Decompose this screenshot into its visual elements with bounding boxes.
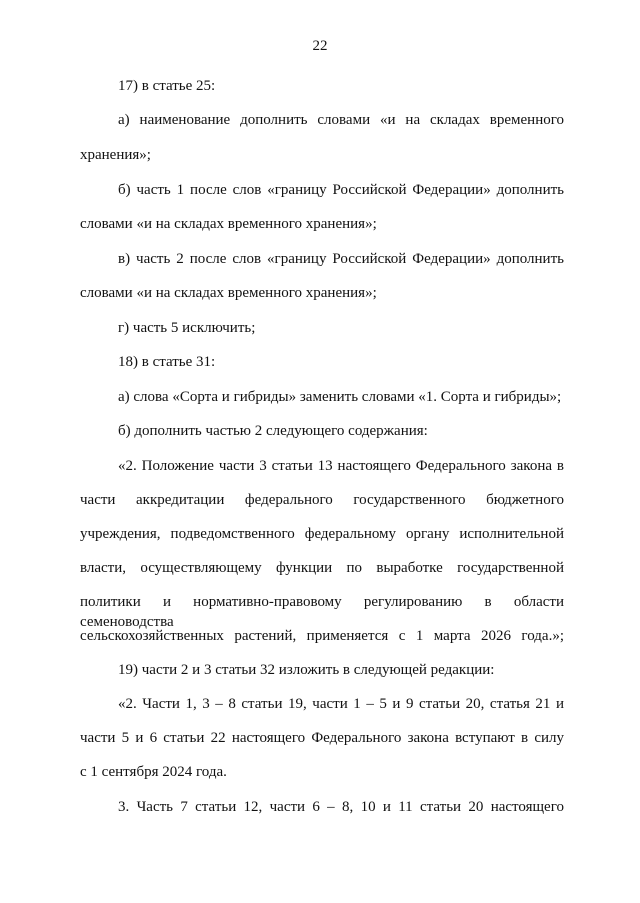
text-line: «2. Части 1, 3 – 8 статьи 19, части 1 – 5 и 9 статьи 20, статья 21 и <box>118 696 564 712</box>
text-line: 17) в статье 25: <box>118 78 216 94</box>
page-number: 22 <box>312 38 328 54</box>
text-line: власти, осуществляющему функции по выработке государственной <box>80 560 564 576</box>
text-line: сельскохозяйственных растений, применяется с 1 марта 2026 года.»; <box>80 628 564 644</box>
text-line: 3. Часть 7 статьи 12, части 6 – 8, 10 и 11 статьи 20 настоящего <box>118 799 564 815</box>
text-line: политики и нормативно-правовому регулированию в области семеноводства <box>80 594 564 630</box>
text-line: словами «и на складах временного хранения»; <box>80 216 377 232</box>
text-line: в) часть 2 после слов «границу Российской Федерации» дополнить <box>118 251 564 267</box>
text-line: с 1 сентября 2024 года. <box>80 764 227 780</box>
text-line: хранения»; <box>80 147 151 163</box>
text-line: словами «и на складах временного хранения»; <box>80 285 377 301</box>
text-line: части 5 и 6 статьи 22 настоящего Федерального закона вступают в силу <box>80 730 564 746</box>
text-line: б) часть 1 после слов «границу Российской Федерации» дополнить <box>118 182 564 198</box>
text-line: «2. Положение части 3 статьи 13 настоящего Федерального закона в <box>118 458 564 474</box>
text-line: части аккредитации федерального государственного бюджетного <box>80 492 564 508</box>
text-line: а) наименование дополнить словами «и на складах временного <box>118 112 564 128</box>
text-line: г) часть 5 исключить; <box>118 320 256 336</box>
text-line: 19) части 2 и 3 статьи 32 изложить в следующей редакции: <box>118 662 495 678</box>
text-line: 18) в статье 31: <box>118 354 216 370</box>
text-line: а) слова «Сорта и гибриды» заменить словами «1. Сорта и гибриды»; <box>118 389 562 405</box>
text-line: б) дополнить частью 2 следующего содержания: <box>118 423 428 439</box>
text-line: учреждения, подведомственного федеральному органу исполнительной <box>80 526 564 542</box>
